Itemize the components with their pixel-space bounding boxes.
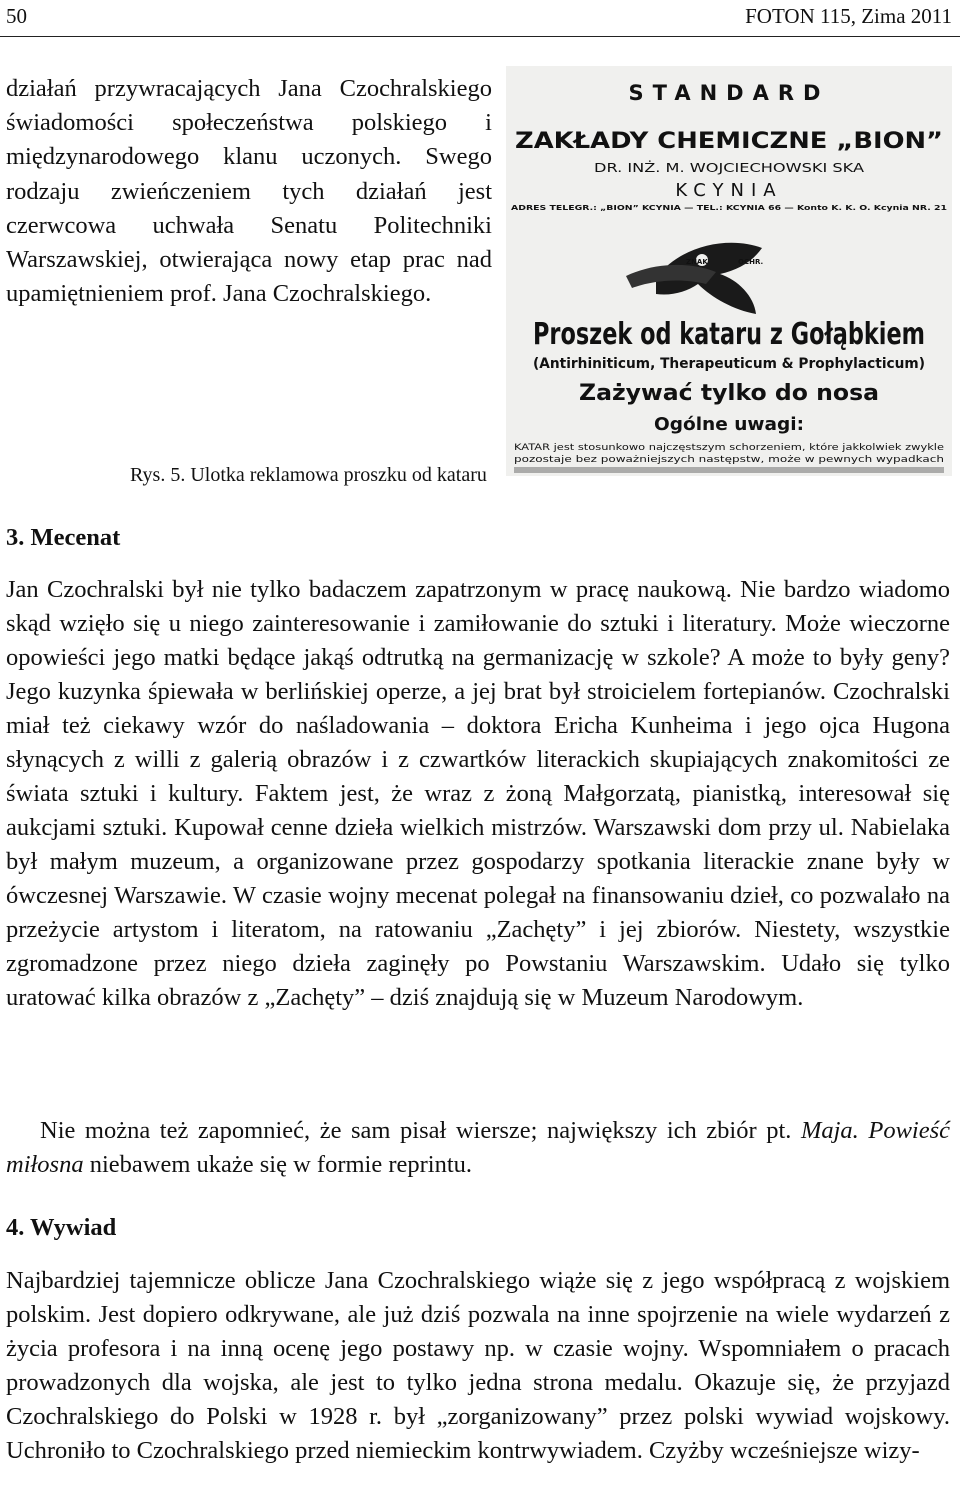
leaflet-standard: STANDARD <box>628 81 830 105</box>
leaflet-scan <box>506 66 952 476</box>
leaflet-note-line2: pozostaje bez poważniejszych następstw, może w pewnych wypadkach <box>514 455 944 465</box>
section-heading-wywiad: 4. Wywiad <box>6 1214 117 1241</box>
section-heading-mecenat: 3. Mecenat <box>6 524 121 551</box>
trademark-left: ZNAK <box>686 258 708 266</box>
paragraph-mecenat-1: Jan Czochralski był nie tylko badaczem zapatrzonym w pracę naukową. Nie bardzo wiadomo skąd wzięło się u niego zainteresowanie i zamiłowanie do sztuki i literatury. Może wieczorne opowieści jego matki będące jakąś odtrutką na germanizację w szkole? A może to były geny? Jego kuzynka śpiewała w berlińskiej operze, a jej brat był stroicielem fortepianów. Czochralski miał też ciekawy wzór do naśladowania – doktora Ericha Kunheima i jego ojca Hugona słynących z willi z galerią obrazów i z czwartków literackich skupiających znakomitości ze świata sztuki i kultury. Faktem jest, że wraz z żoną Małgorzatą, pianistką, interesował się aukcjami sztuki. Kupował cenne dzieła wielkich mistrzów. Warszawski dom przy ul. Nabielaka był małym muzeum, a organizowane przez gospodarzy spotkania literackie znane były w ówczesnej Warszawie. W czasie wojny mecenat polegał na finansowaniu dzieł, co pozwalało na przeżycie artystom i literatom, na ratowaniu „Zachęty” i jej zbiorów. Niestety, wszystkie zgromadzone przez niego dzieła zaginęły po Powstaniu Warszawskim. Udało się tylko uratować kilka obrazów z „Zachęty” – dziś znajdują się w Muzeum Narodowym. <box>6 576 950 1011</box>
paragraph-mecenat-2 <box>6 1114 950 1182</box>
advertising-leaflet-image <box>506 66 952 476</box>
leaflet-address: ADRES TELEGR.: „BION” KCYNIA — TEL.: KCYNIA 66 — Konto K. K. O. Kcynia NR. 21 <box>511 204 948 212</box>
paragraph-mecenat-2-end: niebawem ukaże się w formie reprintu. <box>83 1151 473 1178</box>
figure-caption: Rys. 5. Ulotka reklamowa proszku od kataru <box>130 464 487 486</box>
leaflet-general: Ogólne uwagi: <box>654 414 804 435</box>
leaflet-city: KCYNIA <box>675 180 783 201</box>
trademark-right: OCHR. <box>738 258 764 266</box>
header-rule <box>0 36 960 37</box>
book-title: Maja. Powieść miłosna <box>6 1117 950 1178</box>
page-number: 50 <box>6 4 27 28</box>
leaflet-product-sub: (Antirhiniticum, Therapeuticum & Prophylacticum) <box>533 356 925 372</box>
paragraph-wywiad: Najbardziej tajemnicze oblicze Jana Czochralskiego wiąże się z jego współpracą z wojskiem polskim. Jest dopiero odkrywane, ale już dziś pozwala na inne spojrzenie na wiele wydarzeń z życia profesora i na inną ocenę jego postawy np. w czasie wojny. Wspomniałem o pracach prowadzonych dla wojska, ale jest to tylko jedna strona medalu. Okazuje się, że przyjazd Czochralskiego do Polski w 1928 r. był „zorganizowany” przez polski wywiad wojskowy. Uchroniło to Czochralskiego przed niemieckim kontrwywiadem. Czyżby wcześniejsze wizy- <box>6 1267 950 1464</box>
leaflet-company: ZAKŁADY CHEMICZNE „BION” <box>515 129 943 154</box>
journal-title: FOTON 115, Zima 2011 <box>745 4 952 28</box>
intro-paragraph: działań przywracających Jana Czochralskiego świadomości społeczeństwa polskiego i międzynarodowego klanu uczonych. Swego rodzaju zwieńczeniem tych działań jest czerwcowa uchwała Senatu Politechniki Warszawskiej, otwierająca nowy etap prac nad upamiętnieniem prof. Jana Czochralskiego. <box>6 75 492 308</box>
intro-block <box>6 72 492 311</box>
paragraph-mecenat-2-start: Nie można też zapomnieć, że sam pisał wiersze; największy ich zbiór pt. <box>40 1117 801 1144</box>
leaflet-owner: DR. INŻ. M. WOJCIECHOWSKI SKA <box>594 161 795 175</box>
leaflet-note-line1: KATAR jest stosunkowo najczęstszym schorzeniem, które jakkolwiek zwykle <box>514 443 854 453</box>
page-header <box>0 0 960 38</box>
leaflet-product: Proszek od kataru z Gołąbkiem <box>533 317 925 352</box>
leaflet-usage: Zażywać tylko do nosa <box>579 381 879 406</box>
